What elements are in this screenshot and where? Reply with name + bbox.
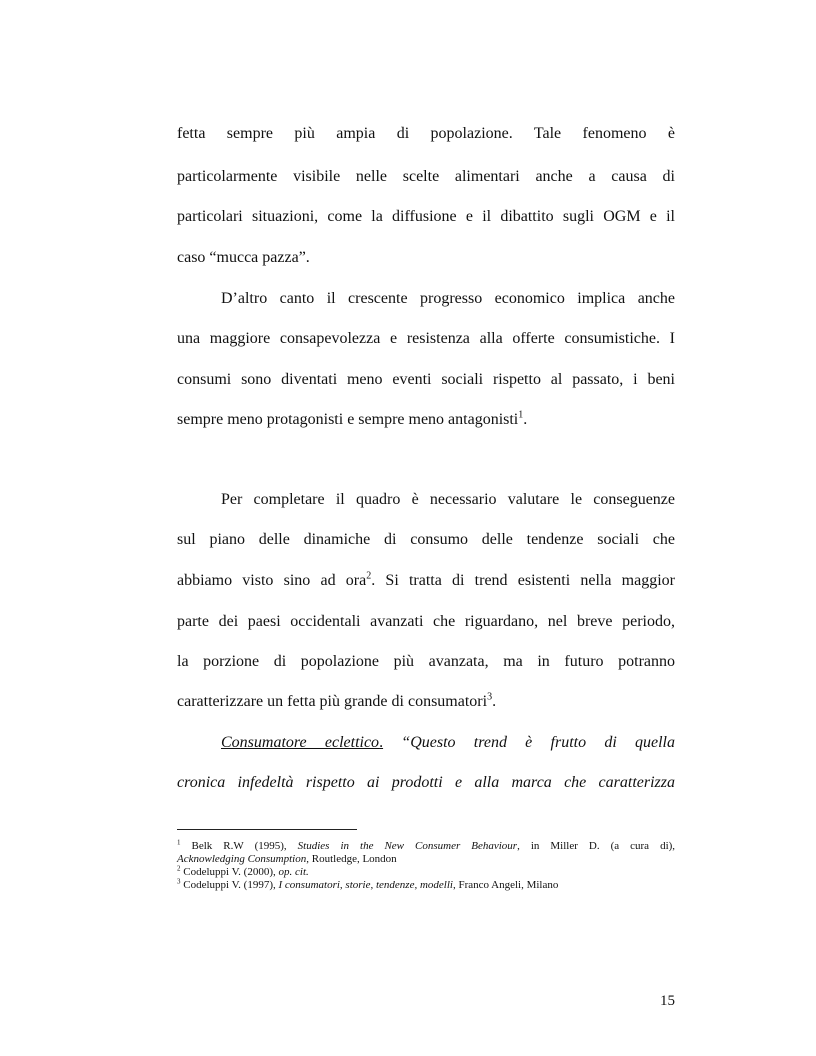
body-line: fetta sempre più ampia di popolazione. Tale fenomeno è [177,125,675,142]
body-line [177,692,675,712]
body-line: particolari situazioni, come la diffusione e il dibattito sugli OGM e il [177,208,675,225]
body-text: . Si tratta di trend esistenti nella maggior [371,572,675,589]
body-text: . [523,411,528,428]
footnote-separator [177,829,357,830]
body-line: una maggiore consapevolezza e resistenza alla offerte consumistiche. I [177,330,675,347]
footnote-ref[interactable]: 2 [366,570,372,582]
footnote-author: Belk R.W (1995), [191,840,287,852]
body-text: abbiamo visto sino ad ora [177,572,367,589]
footnote-rest: , Franco Angeli, Milano [452,879,559,891]
body-line: la porzione di popolazione più avanzata, ma in futuro potranno [177,653,675,670]
footnote-3 [177,879,675,892]
footnote-rest: , in Miller D. (a cura di), [517,840,676,852]
footnote-2 [177,866,675,879]
footnote-1-cont [177,853,675,866]
body-line: caso “mucca pazza”. [177,249,310,266]
body-line [177,571,675,591]
body-line [177,410,675,430]
footnote-ref[interactable]: 3 [487,691,493,703]
footnote-number: 3 [177,877,181,886]
footnote-author: Codeluppi V. (2000), [183,866,276,878]
body-line: particolarmente visibile nelle scelte alimentari anche a causa di [177,168,675,185]
body-line: D’altro canto il crescente progresso economico implica anche [221,290,675,307]
footnote-title: Studies in the New Consumer Behaviour [297,840,518,852]
footnote-author: Codeluppi V. (1997), [183,879,276,891]
footnote-rest: , Routledge, London [306,853,397,865]
footnote-title: I consumatori, storie, tendenze, modelli [278,879,453,891]
body-line: parte dei paesi occidentali avanzati che riguardano, nel breve periodo, [177,613,675,630]
body-line [221,733,675,753]
page-number: 15 [660,993,675,1009]
quote-text: “Questo trend è frutto di quella [383,734,675,751]
footnote-1 [177,840,675,853]
footnote-number: 2 [177,864,181,873]
footnote-ref[interactable]: 1 [518,409,524,421]
footnote-title: op. cit. [278,866,309,878]
section-heading: Consumatore eclettico [221,734,380,751]
body-line: Per completare il quadro è necessario valutare le conseguenze [221,491,675,508]
body-line: sul piano delle dinamiche di consumo delle tendenze sociali che [177,531,675,548]
footnote-title: Acknowledging Consumption [177,853,307,865]
body-text: sempre meno protagonisti e sempre meno antagonisti [177,411,519,428]
body-line: cronica infedeltà rispetto ai prodotti e alla marca che caratterizza [177,774,675,791]
footnote-number: 1 [177,838,181,847]
body-line: consumi sono diventati meno eventi sociali rispetto al passato, i beni [177,371,675,388]
body-text: . [492,693,497,710]
heading-dot: . [379,734,384,751]
body-text: caratterizzare un fetta più grande di consumatori [177,693,488,710]
